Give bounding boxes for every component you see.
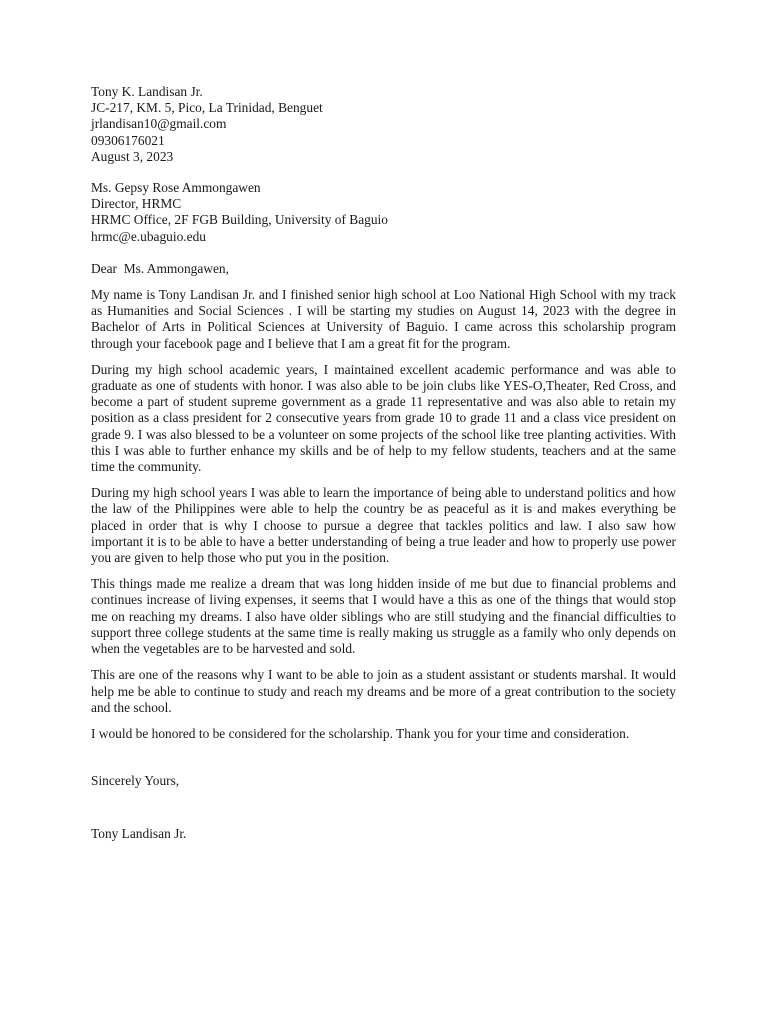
body-paragraph-2: During my high school academic years, I maintained excellent academic performance and was able to graduate as one of students with honor. I was also able to be join clubs like YES-O,Theater, Red Cross, and become a part of student supreme government as a grade 11 representative and was also able to retain my position as a class president for 2 consecutive years from grade 10 to grade 11 and a class vice president on grade 9. I was also blessed to be a volunteer on some projects of the school like tree planting activities. With this I was able to further enhance my skills and be of help to my fellow students, teachers and at the same time the community. xyxy=(91,361,676,475)
body-paragraph-1: My name is Tony Landisan Jr. and I finished senior high school at Loo National High School with my track as Humanities and Social Sciences . I will be starting my studies on August 14, 2023 with the degree in Bachelor of Arts in Political Sciences at University of Baguio. I came across this scholarship program through your facebook page and I believe that I am a great fit for the program. xyxy=(91,287,676,351)
sender-name: Tony K. Landisan Jr. xyxy=(91,84,203,99)
letter-date: August 3, 2023 xyxy=(91,148,174,164)
signature-name: Tony Landisan Jr. xyxy=(91,826,187,842)
body-paragraph-4: This things made me realize a dream that was long hidden inside of me but due to financial problems and continues increase of living expenses, it seems that I would have a this as one of the things that would stop me on reaching my dreams. I also have older siblings who are still studying and the financial difficulties to support three college students at the same time is really making us struggle as a family who only depends on when the vegetables are to be harvested and sold. xyxy=(91,576,676,657)
sender-email: jrlandisan10@gmail.com xyxy=(91,116,227,132)
body-paragraph-5: This are one of the reasons why I want to be able to join as a student assistant or students marshal. It would help me be able to continue to study and reach my dreams and be more of a great contribution to the society and the school. xyxy=(91,667,676,715)
recipient-name: Ms. Gepsy Rose Ammongawen xyxy=(91,180,261,196)
recipient-block xyxy=(91,180,676,245)
sender-block xyxy=(91,84,676,165)
recipient-office: HRMC Office, 2F FGB Building, University of Baguio xyxy=(91,212,388,228)
sender-address: JC-217, KM. 5, Pico, La Trinidad, Benguet xyxy=(91,100,323,116)
body-paragraph-3: During my high school years I was able to learn the importance of being able to understand politics and how the law of the Philippines were able to help the country be as peaceful as it is and makes everything be placed in order that is why I choose to pursue a degree that tackles politics and law. I also saw how important it is to be able to have a better understanding of being a true leader and how to properly use power you are given to help those who put you in the position. xyxy=(91,485,676,566)
recipient-title: Director, HRMC xyxy=(91,196,182,212)
salutation: Dear Ms. Ammongawen, xyxy=(91,260,229,276)
body-paragraph-6: I would be honored to be considered for the scholarship. Thank you for your time and consideration. xyxy=(91,725,630,741)
closing: Sincerely Yours, xyxy=(91,773,180,789)
sender-phone: 09306176021 xyxy=(91,132,165,148)
letter-page xyxy=(91,84,676,843)
recipient-email: hrmc@e.ubaguio.edu xyxy=(91,228,206,244)
